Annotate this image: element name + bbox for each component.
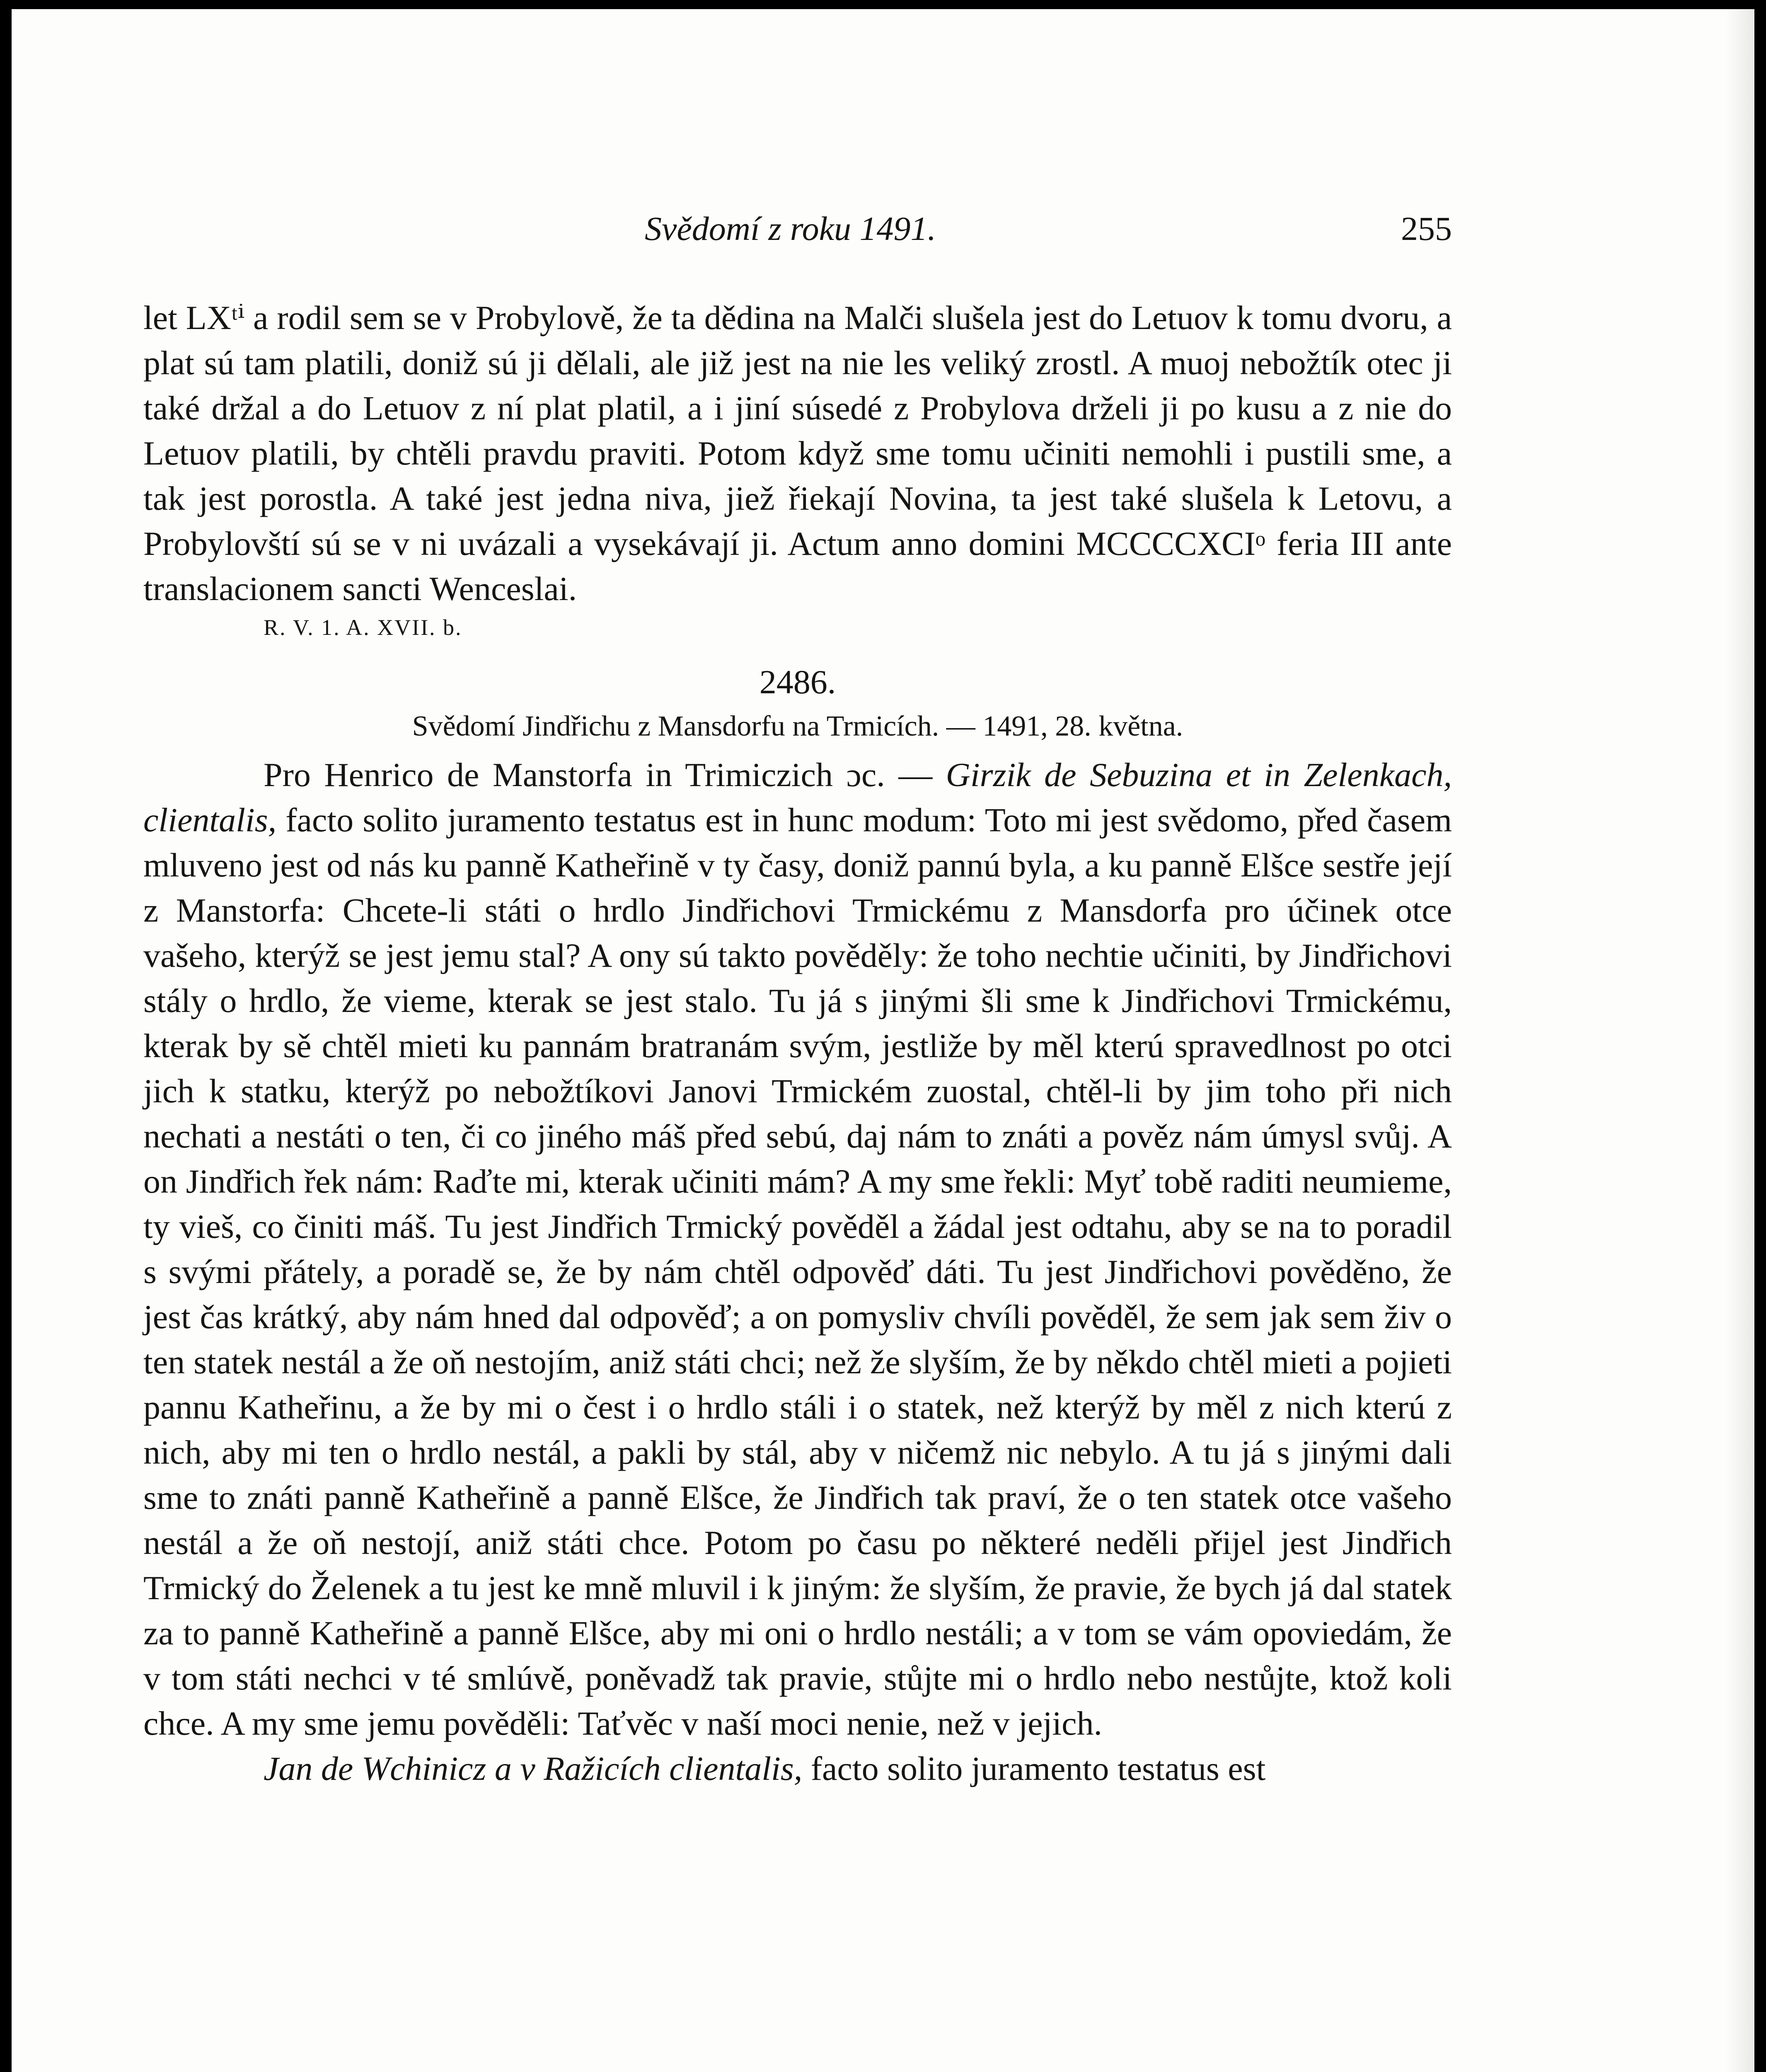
page-edge-shadow [1725, 9, 1754, 2072]
paragraph-lead: Pro Henrico de Manstorfa in Trimiczich ɔc. — [264, 756, 946, 794]
archive-signature: R. V. 1. A. XVII. b. [264, 615, 462, 640]
paragraph-body: facto solito juramento testatus est in hunc modum: Toto mi jest svědomo, před časem mluveno jest od nás ku panně Katheřině v ty časy, doniž pannú byla, a ku panně Elšce sestře její z Manstorfa: Chcete-li státi o hrdlo Jindřichovi Trmickému z Mansdorfa pro účinek otce vašeho, kterýž se jest jemu stal? A ony sú takto pověděly: že toho nechtie učiniti, by Jindřichovi stály o hrdlo, že vieme, kterak se jest stalo. Tu já s jinými šli sme k Jindřichovi Trmickému, kterak by sě chtěl mieti ku pannám bratranám svým, jestliže by měl kterú spravedlnost po otci jich k statku, kterýž po nebožtíkovi Janovi Trmickém zuostal, chtěl-li by jim toho při nich nechati a nestáti o ten, či co jiného máš před sebú, daj nám to znáti a pověz nám úmysl svůj. A on Jindřich řek nám: Raďte mi, kterak učiniti mám? A my sme řekli: Myť tobě raditi neumieme, ty vieš, co činiti máš. Tu jest Jindřich Trmický pověděl a žádal jest odtahu, aby se na to poradil s svými přátely, a poradě se, že by nám chtěl odpověď dáti. Tu jest Jindřichovi pověděno, že jest čas krátký, aby nám hned dal odpověď; a on pomysliv chvíli pověděl, že sem jak sem živ o ten statek nestál a že oň nestojím, aniž státi chci; než že slyším, že by někdo chtěl mieti a pojieti pannu Katheřinu, a že by mi o čest i o hrdlo stáli i o statek, než kterýž by měl z nich kterú z nich, aby mi ten o hrdlo nestál, a pakli by stál, aby v ničemž nic nebylo. A tu já s jinými dali sme to znáti panně Katheřině a panně Elšce, že Jindřich tak praví, že o ten statek otce vašeho nestál a že oň nestojí, aniž státi chce. Potom po času po některé neděli přijel jest Jindřich Trmický do Želenek a tu jest ke mně mluvil i k jiným: že slyším, že pravie, že bych já dal statek za to panně Katheřině a panně Elšce, aby mi oni o hrdlo nestáli; a v tom se vám opoviedám, že v tom státi nechci v té smlúvě, poněvadž tak pravie, stůjte mi o hrdlo nebo nestůjte, ktož koli chce. A my sme jemu pověděli: Taťvěc v naší moci nenie, než v jejich. [143, 801, 1452, 1742]
paragraph-testimony-jan [143, 1746, 1452, 1791]
paragraph-body: facto solito juramento testatus est [802, 1750, 1266, 1787]
page-header [143, 206, 1452, 252]
witness-name: Girzik de Sebuzina et in Zelenkach, clientalis, [143, 756, 1452, 839]
running-title: Svědomí z roku 1491. [645, 210, 936, 247]
document-page [12, 9, 1754, 2072]
witness-name: Jan de Wchinicz a v Ražicích clientalis, [264, 1750, 803, 1787]
paragraph-testimony-girzik [143, 752, 1452, 1746]
document-heading: Svědomí Jindřichu z Mansdorfu na Trmicích. — 1491, 28. května. [412, 710, 1183, 742]
page-number: 255 [1401, 210, 1452, 247]
paragraph-continuation: let LXᵗⁱ a rodil sem se v Probylově, že ta dědina na Malči slušela jest do Letuov k tomu dvoru, a plat sú tam platili, doniž sú ji dělali, ale již jest na nie les veliký zrostl. A muoj nebožtík otec ji také držal a do Letuov z ní plat platil, a i jiní súsedé z Probylova drželi ji po kusu a z nie do Letuov platili, by chtěli pravdu praviti. Potom když sme tomu učiniti nemohli i pustili sme, a tak jest porostla. A také jest jedna niva, jiež řiekají Novina, ta jest také slušela k Letovu, a Probylovští sú se v ni uvázali a vysekávají ji. Actum anno domini MCCCCXCIᵒ feria III ante translacionem sancti Wenceslai. [143, 299, 1452, 608]
document-number: 2486. [759, 663, 836, 701]
page-content [143, 206, 1452, 1791]
